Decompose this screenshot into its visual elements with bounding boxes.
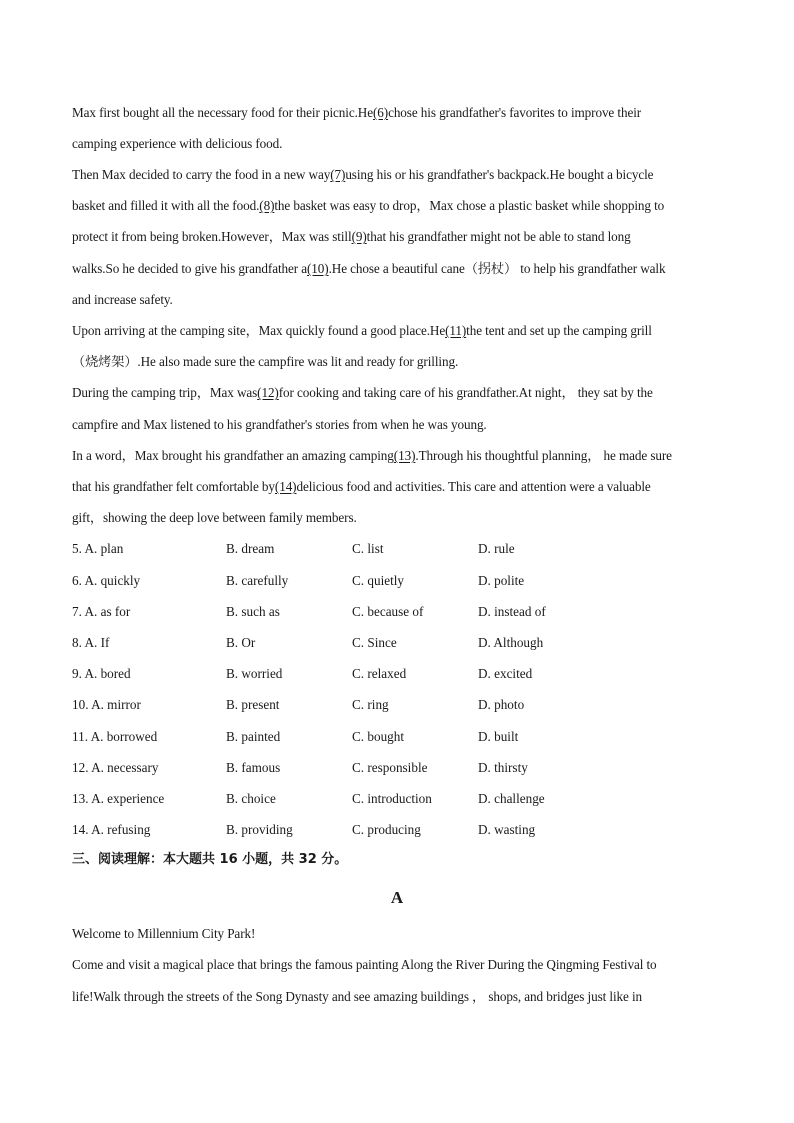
option-a xyxy=(72,572,140,590)
option-d: D. challenge xyxy=(478,791,545,806)
question-row xyxy=(72,696,722,714)
option-c: C. list xyxy=(352,541,384,556)
question-number: 8. xyxy=(72,635,82,650)
passage-text: Max first bought all the necessary food for their picnic.He xyxy=(72,105,373,120)
question-row xyxy=(72,540,722,558)
passage-line xyxy=(72,353,722,371)
option-c: C. producing xyxy=(352,822,421,837)
option-a xyxy=(72,634,109,652)
passage-line xyxy=(72,384,722,402)
question-row xyxy=(72,790,722,808)
option-text: A. as for xyxy=(84,604,131,619)
passage-line xyxy=(72,104,722,122)
option-text: A. quickly xyxy=(84,573,141,588)
passage-text: gift，showing the deep love between family members. xyxy=(72,510,357,525)
option-a xyxy=(72,665,131,683)
passage-text: that his grandfather might not be able to stand long xyxy=(366,229,631,244)
passage-line xyxy=(72,197,722,215)
option-text: A. refusing xyxy=(91,822,151,837)
option-d: D. polite xyxy=(478,573,525,588)
option-d: D. excited xyxy=(478,666,533,681)
option-d: D. photo xyxy=(478,697,525,712)
option-c: C. introduction xyxy=(352,791,432,806)
passage-text: chose his grandfather's favorites to improve their xyxy=(388,105,642,120)
passage-text: During the camping trip，Max was xyxy=(72,385,258,400)
question-row xyxy=(72,759,722,777)
passage-text: using his or his grandfather's backpack.He bought a bicycle xyxy=(345,167,654,182)
option-c: C. responsible xyxy=(352,760,428,775)
option-c: C. bought xyxy=(352,729,405,744)
passage-text: .He chose a beautiful cane（拐杖） to help his grandfather walk xyxy=(328,261,666,276)
passage-text: the tent and set up the camping grill xyxy=(466,323,652,338)
passage-text: Upon arriving at the camping site，Max quickly found a good place.He xyxy=(72,323,446,338)
question-row xyxy=(72,634,722,652)
passage-line xyxy=(72,416,722,434)
question-number: 12. xyxy=(72,760,89,775)
option-text: A. plan xyxy=(84,541,124,556)
passage-line xyxy=(72,478,722,496)
question-row xyxy=(72,603,722,621)
option-a xyxy=(72,603,130,621)
option-d: D. built xyxy=(478,729,519,744)
option-b: B. carefully xyxy=(226,573,289,588)
passage-text: basket and filled it with all the food. xyxy=(72,198,260,213)
passage-text: that his grandfather felt comfortable by xyxy=(72,479,275,494)
option-text: A. mirror xyxy=(91,697,141,712)
blank-marker: (7) xyxy=(330,167,346,182)
passage-text: the basket was easy to drop，Max chose a plastic basket while shopping to xyxy=(274,198,665,213)
passage-line xyxy=(72,260,722,278)
passage-line xyxy=(72,166,722,184)
section-heading: 三、阅读理解：本大题共 16 小题，共 32 分。 xyxy=(72,852,348,867)
passage-text: In a word，Max brought his grandfather an amazing camping xyxy=(72,448,394,463)
question-number: 9. xyxy=(72,666,82,681)
passage-text: camping experience with delicious food. xyxy=(72,136,283,151)
option-b: B. choice xyxy=(226,791,276,806)
option-b: B. Or xyxy=(226,635,256,650)
option-b: B. present xyxy=(226,697,280,712)
blank-marker: (6) xyxy=(372,105,389,120)
option-b: B. famous xyxy=(226,760,281,775)
question-number: 14. xyxy=(72,822,89,837)
option-c: C. ring xyxy=(352,697,389,712)
question-row xyxy=(72,821,722,839)
passage-text: Then Max decided to carry the food in a new way xyxy=(72,167,331,182)
option-text: A. If xyxy=(84,635,110,650)
option-a xyxy=(72,696,141,714)
option-a xyxy=(72,821,150,839)
option-b: B. providing xyxy=(226,822,293,837)
passage-line xyxy=(72,228,722,246)
reading-greeting: Welcome to Millennium City Park! xyxy=(72,926,256,941)
option-b: B. painted xyxy=(226,729,281,744)
option-text: A. experience xyxy=(91,791,165,806)
blank-marker: (8) xyxy=(259,198,275,213)
question-row xyxy=(72,572,722,590)
passage-line xyxy=(72,447,722,465)
passage-title: A xyxy=(390,888,404,907)
option-a xyxy=(72,790,164,808)
option-c: C. Since xyxy=(352,635,397,650)
option-text: A. necessary xyxy=(91,760,159,775)
option-a xyxy=(72,540,123,558)
option-d: D. Although xyxy=(478,635,544,650)
passage-text: for cooking and taking care of his grandfather.At night， they sat by the xyxy=(278,385,653,400)
blank-marker: (11) xyxy=(445,323,467,338)
option-b: B. worried xyxy=(226,666,283,681)
passage-text: protect it from being broken.However，Max was still xyxy=(72,229,352,244)
option-d: D. instead of xyxy=(478,604,546,619)
question-number: 6. xyxy=(72,573,82,588)
passage-text: campfire and Max listened to his grandfather's stories from when he was young. xyxy=(72,417,487,432)
passage-text: .Through his thoughtful planning， he made sure xyxy=(415,448,672,463)
option-c: C. quietly xyxy=(352,573,405,588)
blank-marker: (9) xyxy=(351,229,367,244)
passage-line xyxy=(72,291,722,309)
passage-line xyxy=(72,135,722,153)
option-c: C. relaxed xyxy=(352,666,407,681)
question-number: 5. xyxy=(72,541,82,556)
question-number: 11. xyxy=(72,729,88,744)
option-text: A. bored xyxy=(84,666,131,681)
passage-text: walks.So he decided to give his grandfather a xyxy=(72,261,308,276)
option-a xyxy=(72,728,157,746)
reading-line: life!Walk through the streets of the Song Dynasty and see amazing buildings ， shops, and bridges just like in xyxy=(72,989,643,1004)
blank-marker: (14) xyxy=(274,479,297,494)
option-text: A. borrowed xyxy=(90,729,158,744)
option-a xyxy=(72,759,158,777)
option-d: D. rule xyxy=(478,541,515,556)
question-number: 10. xyxy=(72,697,89,712)
passage-text: （烧烤架）.He also made sure the campfire was lit and ready for grilling. xyxy=(72,354,459,369)
question-row xyxy=(72,728,722,746)
blank-marker: (12) xyxy=(257,385,279,400)
option-d: D. thirsty xyxy=(478,760,528,775)
passage-line xyxy=(72,509,722,527)
option-d: D. wasting xyxy=(478,822,536,837)
passage-line xyxy=(72,322,722,340)
reading-line: Come and visit a magical place that brings the famous painting Along the River During the Qingming Festival to xyxy=(72,957,657,972)
blank-marker: (13) xyxy=(393,448,416,463)
question-number: 13. xyxy=(72,791,89,806)
passage-text: and increase safety. xyxy=(72,292,173,307)
blank-marker: (10) xyxy=(307,261,329,276)
passage-text: delicious food and activities. This care and attention were a valuable xyxy=(296,479,651,494)
question-row xyxy=(72,665,722,683)
question-number: 7. xyxy=(72,604,82,619)
option-b: B. dream xyxy=(226,541,275,556)
option-c: C. because of xyxy=(352,604,424,619)
option-b: B. such as xyxy=(226,604,280,619)
